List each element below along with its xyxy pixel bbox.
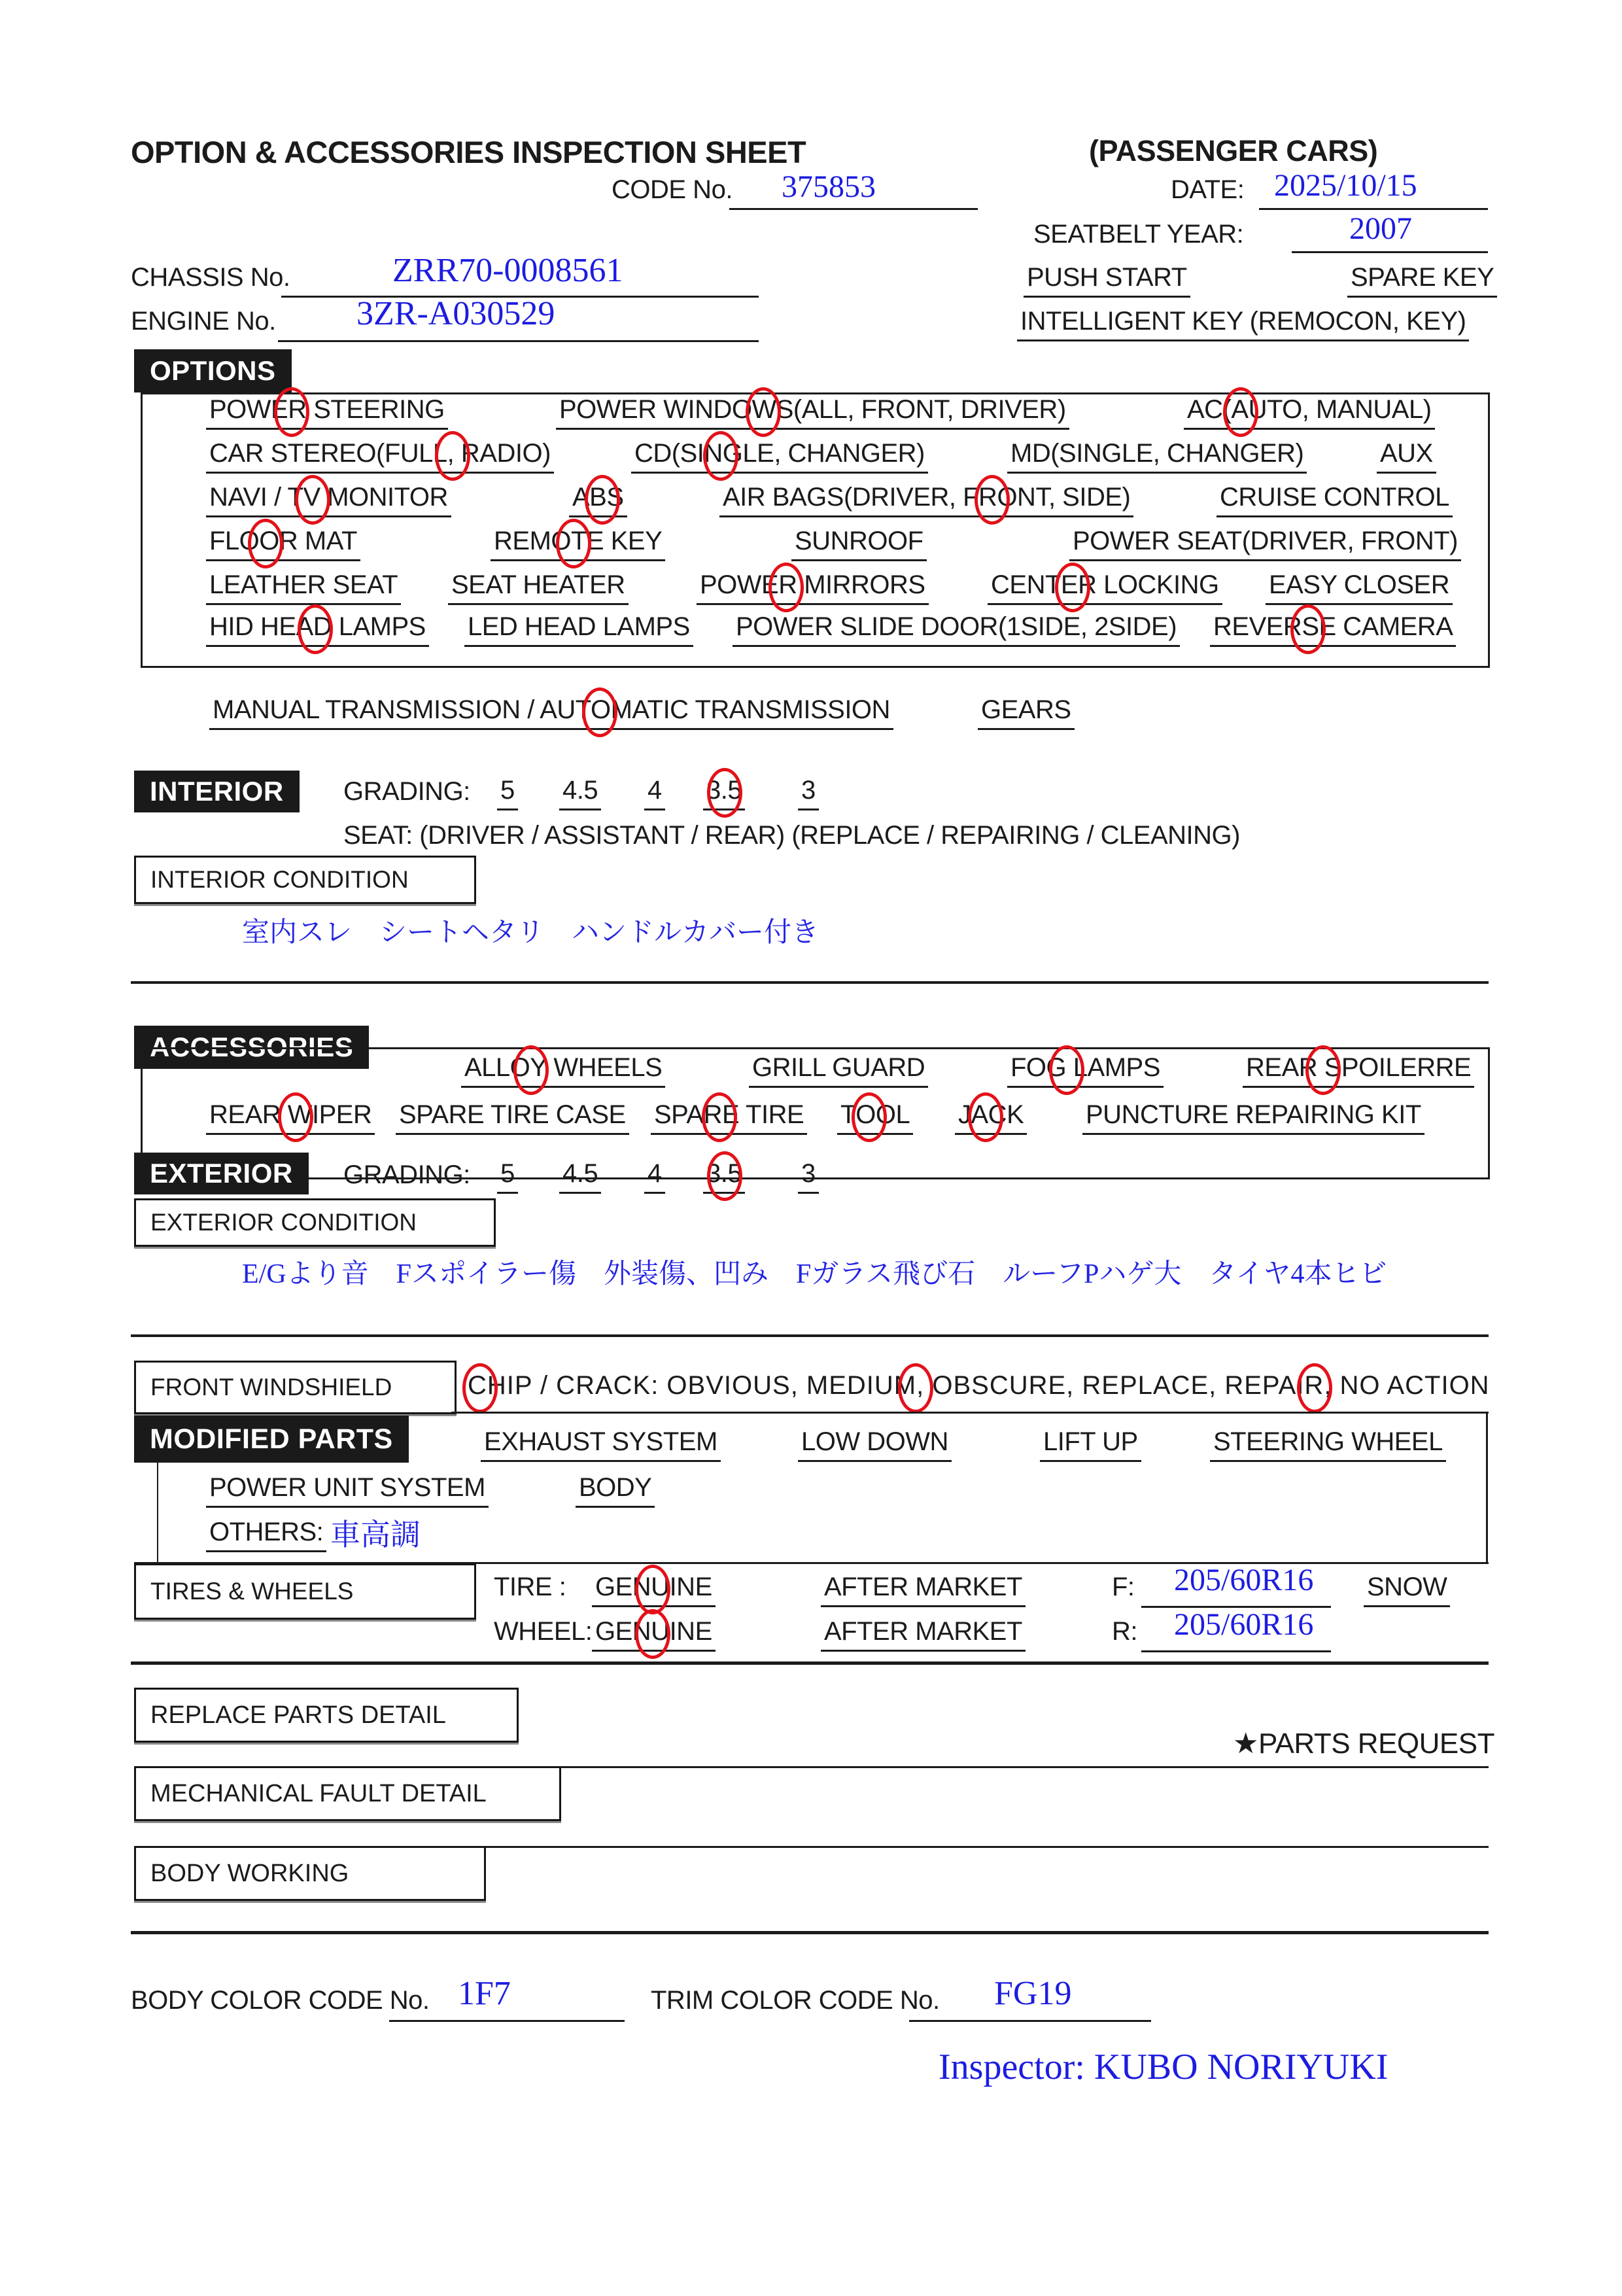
option-item: EASY CLOSER: [1266, 570, 1453, 605]
inspector-signature: Inspector: KUBO NORIYUKI: [939, 2047, 1389, 2087]
front-size-value: 205/60R16: [1174, 1563, 1314, 1597]
option-item: REMOTE KEY: [491, 527, 665, 561]
replace-parts-label: REPLACE PARTS DETAIL: [134, 1688, 519, 1743]
modified-others-value: 車高調: [330, 1518, 421, 1552]
tires-wheels-label: TIRES & WHEELS: [134, 1563, 476, 1620]
red-circle-annotation: [746, 387, 781, 437]
red-circle-annotation: [702, 1092, 737, 1142]
option-item: POWER SLIDE DOOR(1SIDE, 2SIDE): [733, 612, 1180, 647]
modified-item: EXHAUST SYSTEM: [481, 1427, 721, 1462]
accessory-item: TOOL: [837, 1100, 913, 1135]
interior-condition-note: 室内スレ シートヘタリ ハンドルカバー付き: [242, 918, 820, 948]
modified-parts-row-3: [0, 1518, 1622, 1557]
intelligent-key-label: INTELLIGENT KEY (REMOCON, KEY): [1017, 307, 1469, 341]
exterior-section-label: EXTERIOR: [134, 1153, 309, 1194]
option-item: SUNROOF: [791, 527, 927, 561]
accessory-item: ALLOY WHEELS: [461, 1053, 665, 1088]
seat-line: SEAT: (DRIVER / ASSISTANT / REAR) (REPLACE / REPAIRING / CLEANING): [343, 821, 1240, 850]
modified-parts-row-2: [0, 1473, 1622, 1512]
red-circle-annotation: [248, 519, 283, 568]
red-circle-annotation: [1290, 604, 1326, 654]
code-value: 375853: [782, 169, 876, 204]
red-circle-annotation: [852, 1092, 887, 1142]
rear-size-label: R:: [1112, 1617, 1137, 1646]
grading-value: 4: [644, 776, 665, 810]
exterior-grading-label: GRADING:: [343, 1160, 470, 1189]
chassis-label: CHASSIS No.: [131, 263, 290, 292]
trim-color-label: TRIM COLOR CODE No.: [651, 1986, 940, 2015]
red-circle-annotation: [295, 475, 330, 525]
accessory-item: GRILL GUARD: [749, 1053, 928, 1088]
accessories-row-2: [0, 1100, 1622, 1139]
option-item: FLOOR MAT: [206, 527, 360, 561]
interior-grading-row: [0, 776, 1622, 815]
date-value: 2025/10/15: [1274, 168, 1417, 203]
options-section-label: OPTIONS: [134, 349, 292, 392]
red-circle-annotation: [707, 1151, 742, 1201]
accessory-item: FOG LAMPS: [1007, 1053, 1164, 1088]
windshield-divider: [451, 1412, 1489, 1414]
parts-request-label: ★PARTS REQUEST: [1233, 1728, 1494, 1760]
chassis-value: ZRR70-0008561: [392, 252, 623, 289]
red-circle-annotation: [975, 475, 1010, 525]
interior-section-label: INTERIOR: [134, 771, 300, 812]
separator-2: [131, 1334, 1489, 1337]
separator-3: [131, 1661, 1489, 1665]
red-circle-annotation: [635, 1565, 670, 1614]
red-circle-annotation: [556, 519, 591, 568]
gears-label: GEARS: [978, 695, 1075, 730]
option-item: NAVI / TV MONITOR: [206, 483, 451, 517]
option-item: AIR BAGS(DRIVER, FRONT, SIDE): [719, 483, 1133, 517]
wheel-label: WHEEL:: [494, 1617, 593, 1646]
code-label: CODE No.: [612, 175, 733, 204]
front-windshield-label: FRONT WINDSHIELD: [134, 1361, 457, 1414]
red-circle-annotation: [1297, 1363, 1332, 1413]
red-circle-annotation: [968, 1092, 1003, 1142]
accessory-item: JACK: [955, 1100, 1027, 1135]
accessory-item: REAR WIPER: [206, 1100, 375, 1135]
grading-value: 3.5: [703, 1159, 745, 1194]
options-row-1: [0, 395, 1622, 434]
red-circle-annotation: [898, 1363, 933, 1413]
option-item: LEATHER SEAT: [206, 570, 401, 605]
body-color-value: 1F7: [458, 1975, 511, 2012]
modified-item: BODY: [576, 1473, 655, 1508]
red-circle-annotation: [1049, 1045, 1084, 1095]
rear-size-value: 205/60R16: [1174, 1607, 1314, 1642]
red-circle-annotation: [585, 475, 620, 525]
grading-value: 4.5: [559, 1159, 601, 1194]
option-item: CRUISE CONTROL: [1216, 483, 1453, 517]
tire-aftermarket-option: AFTER MARKET: [821, 1573, 1026, 1607]
option-item: AUX: [1377, 439, 1436, 474]
date-label: DATE:: [1171, 175, 1245, 204]
grading-value: 3.5: [703, 776, 745, 810]
option-item: HID HEAD LAMPS: [206, 612, 429, 647]
red-circle-annotation: [1305, 1045, 1341, 1095]
front-size-label: F:: [1112, 1573, 1135, 1601]
modified-item: OTHERS:: [206, 1518, 326, 1552]
red-circle-annotation: [1223, 387, 1258, 437]
red-circle-annotation: [278, 1092, 313, 1142]
red-circle-annotation: [462, 1363, 498, 1413]
exterior-grading-row: [0, 1159, 1622, 1198]
modified-item: STEERING WHEEL: [1210, 1427, 1446, 1462]
separator-4: [131, 1931, 1489, 1934]
tire-label: TIRE :: [494, 1573, 566, 1601]
accessory-item: PUNCTURE REPAIRING KIT: [1082, 1100, 1424, 1135]
body-working-label: BODY WORKING: [134, 1846, 486, 1901]
grading-value: 3: [798, 1159, 819, 1194]
seatbelt-value: 2007: [1349, 211, 1412, 246]
option-item: CENTER LOCKING: [988, 570, 1222, 605]
separator-1: [131, 981, 1489, 984]
option-item: SEAT HEATER: [448, 570, 629, 605]
seatbelt-label: SEATBELT YEAR:: [1033, 220, 1244, 249]
red-circle-annotation: [768, 563, 804, 612]
red-circle-annotation: [274, 387, 309, 437]
wheel-aftermarket-option: AFTER MARKET: [821, 1617, 1026, 1652]
option-item: CD(SINGLE, CHANGER): [631, 439, 928, 474]
option-item: ABS: [569, 483, 627, 517]
modified-item: POWER UNIT SYSTEM: [206, 1473, 489, 1508]
accessory-item: SPARE TIRE CASE: [396, 1100, 629, 1135]
interior-condition-label: INTERIOR CONDITION: [134, 856, 476, 904]
interior-grading-label: GRADING:: [343, 777, 470, 806]
grading-value: 5: [497, 776, 518, 810]
options-row-6: [0, 612, 1622, 652]
red-circle-annotation: [635, 1609, 670, 1659]
option-item: REVERSE CAMERA: [1210, 612, 1456, 647]
modified-parts-row-1: [0, 1427, 1622, 1467]
chip-crack-line: CHIP / CRACK: OBVIOUS, MEDIUM, OBSCURE, REPLACE, REPAIR, NO ACTION: [468, 1371, 1490, 1400]
option-item: MD(SINGLE, CHANGER): [1007, 439, 1307, 474]
option-item: POWER WINDOWS(ALL, FRONT, DRIVER): [556, 395, 1069, 430]
engine-value: 3ZR-A030529: [356, 295, 555, 332]
red-circle-annotation: [513, 1045, 549, 1095]
options-row-3: [0, 483, 1622, 522]
grading-value: 5: [497, 1159, 518, 1194]
modified-parts-section-label: MODIFIED PARTS: [134, 1416, 409, 1463]
trim-color-value: FG19: [994, 1975, 1072, 2012]
push-start-label: PUSH START: [1024, 263, 1190, 298]
page-subtitle: (PASSENGER CARS): [1089, 134, 1378, 167]
accessories-row-1: [0, 1053, 1622, 1092]
grading-value: 4.5: [559, 776, 601, 810]
red-circle-annotation: [582, 687, 617, 737]
snow-option: SNOW: [1364, 1573, 1450, 1607]
wheel-genuine-option: GENUINE: [592, 1617, 716, 1652]
grading-value: 4: [644, 1159, 665, 1194]
page-title: OPTION & ACCESSORIES INSPECTION SHEET: [131, 135, 806, 169]
options-row-5: [0, 570, 1622, 610]
spare-key-label: SPARE KEY: [1347, 263, 1497, 298]
mechanical-fault-label: MECHANICAL FAULT DETAIL: [134, 1766, 561, 1821]
option-item: POWER SEAT(DRIVER, FRONT): [1069, 527, 1461, 561]
accessory-item: REAR SPOILERRE: [1243, 1053, 1474, 1088]
red-circle-annotation: [298, 604, 333, 654]
gears-blank-underline: [801, 695, 886, 730]
options-row-2: [0, 439, 1622, 478]
exterior-condition-label: EXTERIOR CONDITION: [134, 1198, 496, 1247]
modified-item: LIFT UP: [1040, 1427, 1141, 1462]
option-item: POWER STEERING: [206, 395, 448, 430]
transmission-line: MANUAL TRANSMISSION / AUTOMATIC TRANSMISSION: [209, 695, 893, 730]
grading-value: 3: [798, 776, 819, 810]
option-item: LED HEAD LAMPS: [464, 612, 693, 647]
option-item: AC(AUTO, MANUAL): [1184, 395, 1435, 430]
red-circle-annotation: [1055, 563, 1090, 612]
tire-genuine-option: GENUINE: [592, 1573, 716, 1607]
red-circle-annotation: [707, 768, 742, 818]
red-circle-annotation: [435, 431, 470, 481]
option-item: CAR STEREO(FULL, RADIO): [206, 439, 554, 474]
engine-label: ENGINE No.: [131, 307, 276, 336]
body-color-label: BODY COLOR CODE No.: [131, 1986, 430, 2015]
exterior-condition-note: E/Gより音 Fスポイラー傷 外装傷、凹み Fガラス飛び石 ルーフPハゲ大 タイヤ4本ヒビ: [242, 1259, 1387, 1289]
red-circle-annotation: [703, 431, 738, 481]
accessory-item: SPARE TIRE: [651, 1100, 807, 1135]
options-row-4: [0, 527, 1622, 566]
modified-item: LOW DOWN: [798, 1427, 952, 1462]
accessories-section-label: ACCESSORIES: [134, 1026, 369, 1069]
option-item: POWER MIRRORS: [697, 570, 929, 605]
